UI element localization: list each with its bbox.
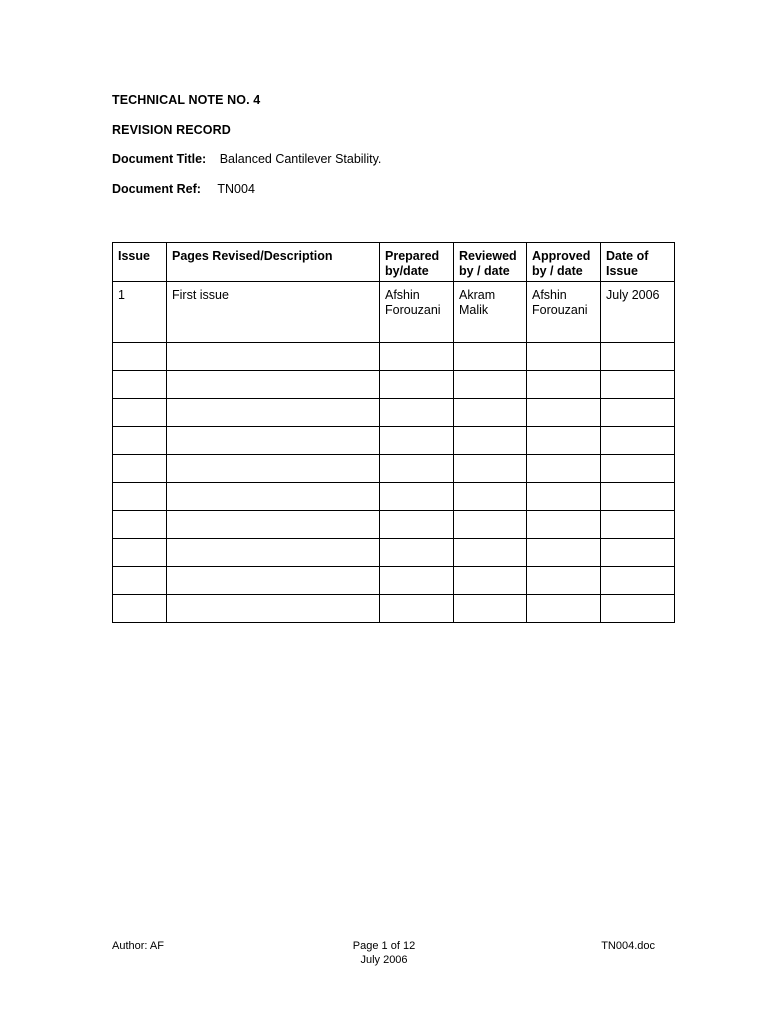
footer-page-info: [334, 939, 434, 967]
header-reviewed: Reviewed by / date: [454, 243, 527, 282]
header-issue: Issue: [113, 243, 167, 282]
empty-table-row: [113, 455, 675, 483]
header-date-of-issue: Date of Issue: [601, 243, 675, 282]
table-row: [113, 282, 675, 343]
footer-filename: TN004.doc: [601, 940, 655, 952]
empty-table-row: [113, 567, 675, 595]
document-title-value: Balanced Cantilever Stability.: [219, 152, 382, 166]
technical-note-title: TECHNICAL NOTE NO. 4: [112, 93, 261, 107]
document-ref-row: [112, 182, 255, 196]
empty-table-row: [113, 427, 675, 455]
cell-approved: Afshin Forouzani: [527, 282, 601, 343]
empty-table-row: [113, 511, 675, 539]
footer-author: Author: AF: [112, 940, 164, 952]
cell-pages-revised: First issue: [167, 282, 380, 343]
empty-table-row: [113, 343, 675, 371]
cell-issue: 1: [113, 282, 167, 343]
empty-table-row: [113, 371, 675, 399]
header-pages-revised: Pages Revised/Description: [167, 243, 380, 282]
header-prepared: Prepared by/date: [380, 243, 454, 282]
document-title-row: [112, 152, 381, 166]
document-title-label: Document Title:: [112, 152, 207, 166]
document-ref-label: Document Ref:: [112, 182, 201, 196]
table-header-row: [113, 243, 675, 282]
cell-date-of-issue: July 2006: [601, 282, 675, 343]
footer-page-number: Page 1 of 12: [352, 940, 416, 952]
cell-reviewed: Akram Malik: [454, 282, 527, 343]
header-approved: Approved by / date: [527, 243, 601, 282]
empty-table-row: [113, 399, 675, 427]
revision-table: [112, 242, 675, 623]
empty-table-row: [113, 539, 675, 567]
document-ref-value: TN004: [217, 182, 255, 196]
revision-record-heading: REVISION RECORD: [112, 123, 231, 137]
footer-date: July 2006: [360, 954, 408, 966]
cell-prepared: Afshin Forouzani: [380, 282, 454, 343]
empty-table-row: [113, 483, 675, 511]
empty-table-row: [113, 595, 675, 623]
